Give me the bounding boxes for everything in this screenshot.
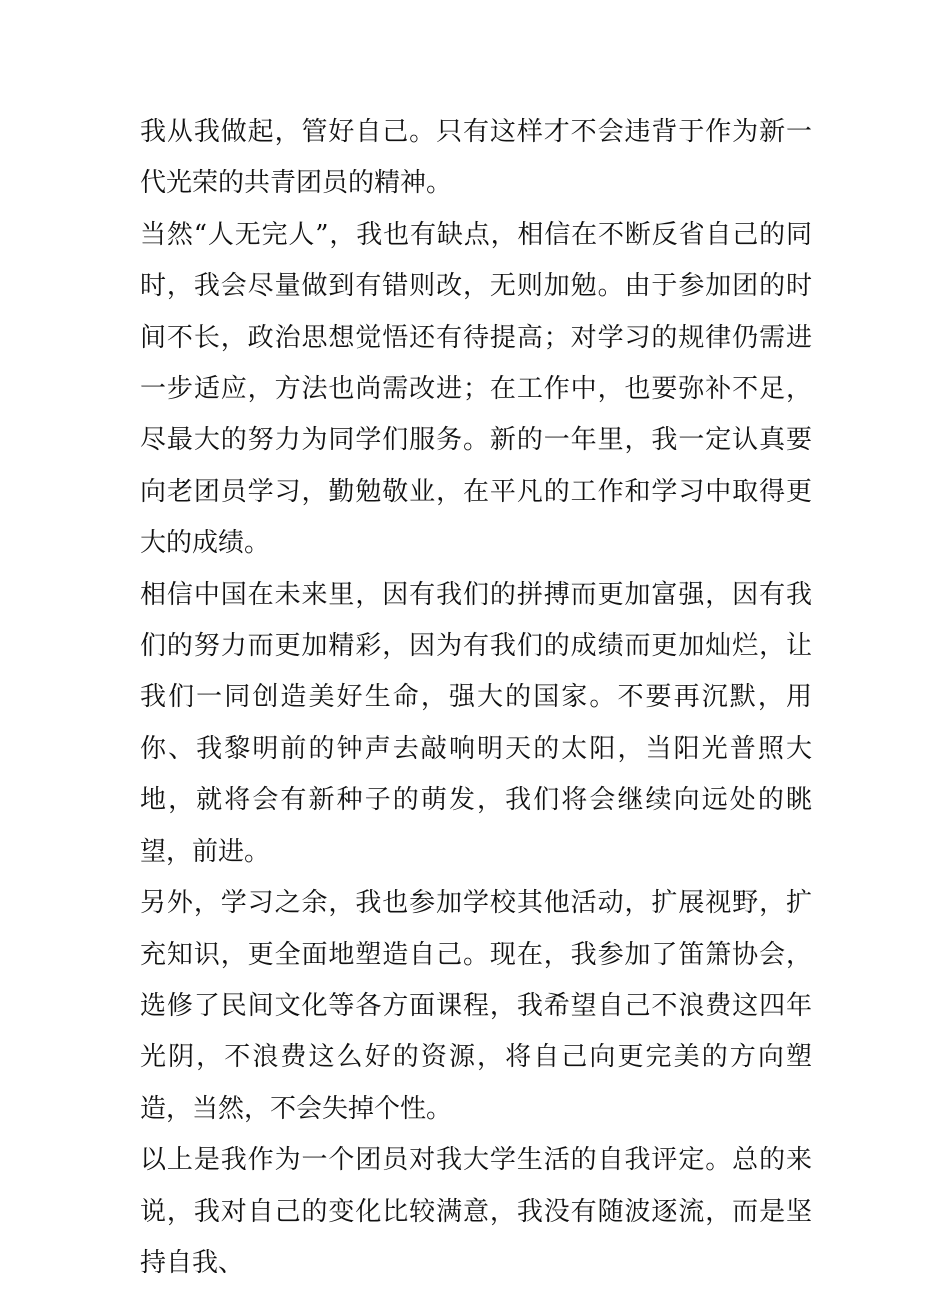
paragraph-3: 相信中国在未来里，因有我们的拼搏而更加富强，因有我们的努力而更加精彩，因为有我们的成绩而更加灿烂，让我们一同创造美好生命，强大的国家。不要再沉默，用你、我黎明前的钟声去敲响明天的太阳，当阳光普照大地，就将会有新种子的萌发，我们将会继续向远处的眺望，前进。 — [140, 579, 812, 867]
paragraph-2: 当然“人无完人”，我也有缺点，相信在不断反省自己的同时，我会尽量做到有错则改，无则加勉。由于参加团的时间不长，政治思想觉悟还有待提高；对学习的规律仍需进一步适应，方法也尚需改进；在工作中，也要弥补不足，尽最大的努力为同学们服务。新的一年里，我一定认真要向老团员学习，勤勉敬业，在平凡的工作和学习中取得更大的成绩。 — [140, 219, 812, 559]
paragraph-1: 我从我做起，管好自己。只有这样才不会违背于作为新一代光荣的共青团员的精神。 — [140, 117, 812, 199]
paragraph-4: 另外，学习之余，我也参加学校其他活动，扩展视野，扩充知识，更全面地塑造自己。现在，我参加了笛箫协会，选修了民间文化等各方面课程，我希望自己不浪费这四年光阴，不浪费这么好的资源，将自己向更完美的方向塑造，当然，不会失掉个性。 — [140, 888, 812, 1124]
paragraph-5: 以上是我作为一个团员对我大学生活的自我评定。总的来说，我对自己的变化比较满意，我没有随波逐流，而是坚持自我、 — [140, 1145, 812, 1278]
document-body — [140, 107, 812, 1289]
